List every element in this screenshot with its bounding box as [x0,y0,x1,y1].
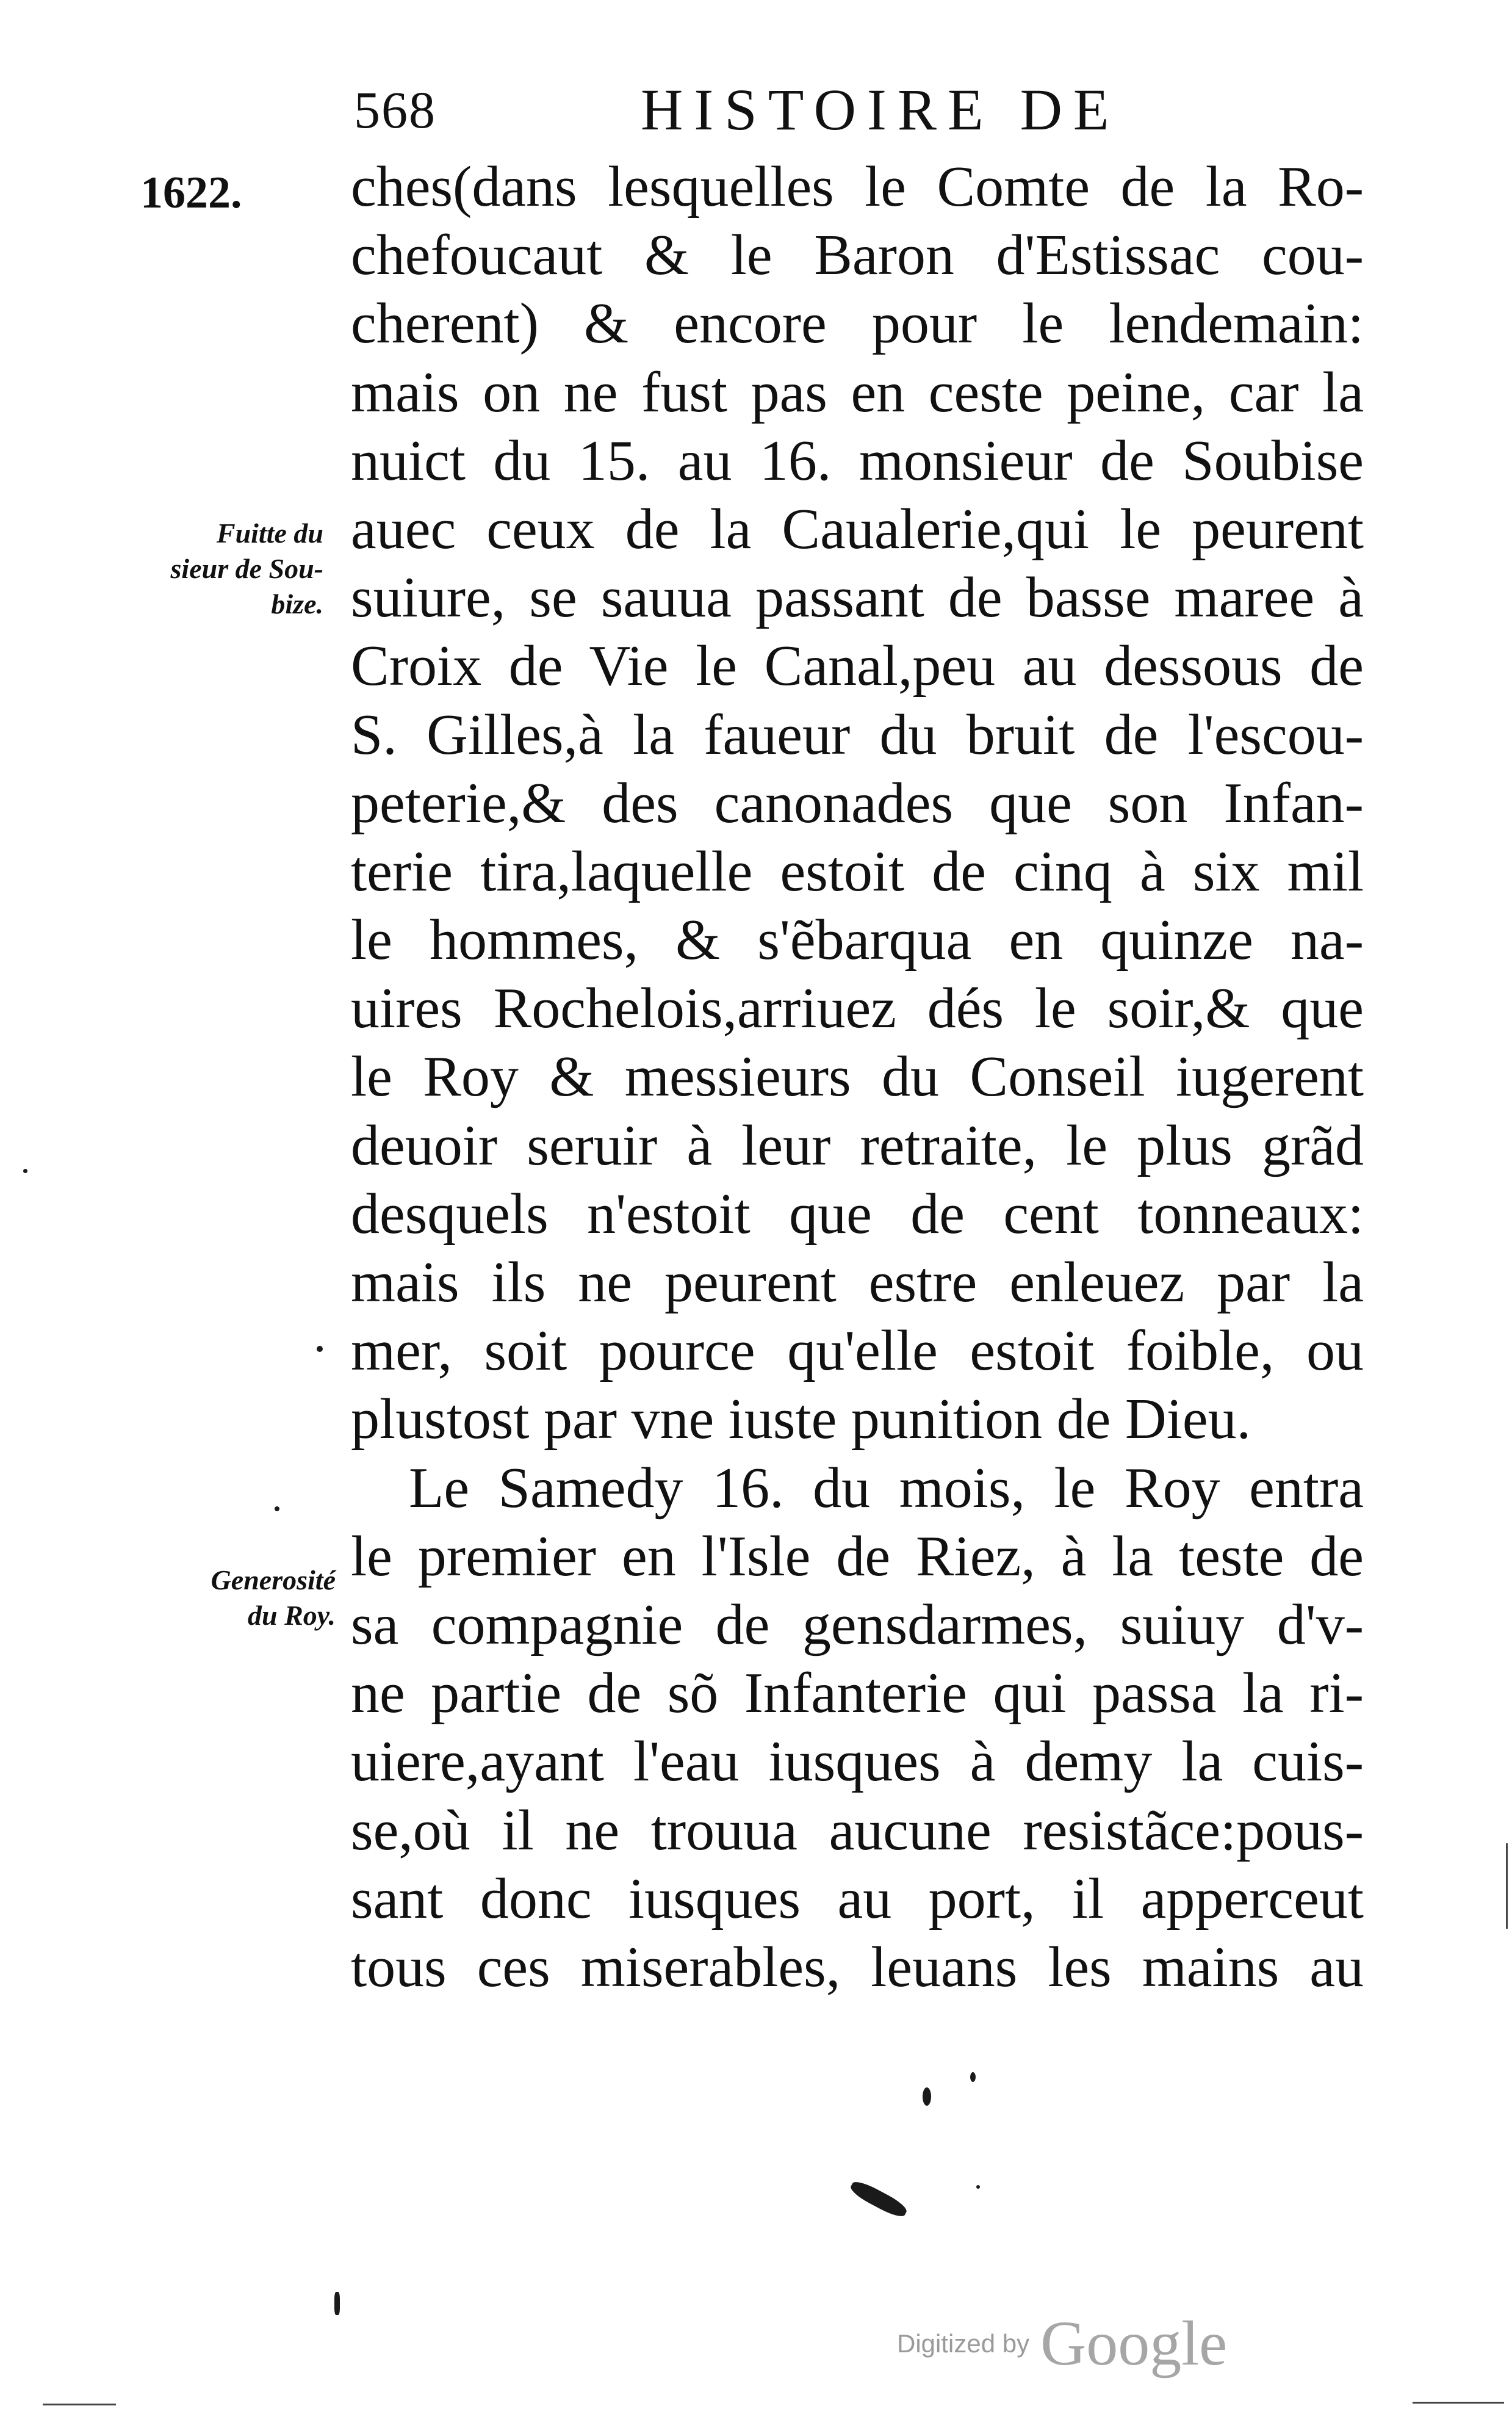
page-header [354,61,1367,153]
text-line: ches(dans lesquelles le Comte de la Ro- [351,155,1364,219]
scan-rule [1506,1843,1508,1929]
text-line: cherent) & encore pour le lendemain: [351,292,1364,356]
scan-speck [275,1506,279,1511]
text-line: mais on ne fust pas en ceste peine, car la [351,360,1364,424]
page-number: 568 [354,81,436,139]
digitized-by-label: Digitized by [897,2329,1030,2358]
text-line: desquels n'estoit que de cent tonneaux: [351,1182,1364,1246]
margin-note-fuitte [85,516,323,622]
scan-speck [848,2178,910,2220]
text-line: chefoucaut & le Baron d'Estissac cou- [351,223,1364,287]
text-line: uires Rochelois,arriuez dés le soir,& que [351,977,1364,1041]
text-line: le Roy & messieurs du Conseil iugerent [351,1045,1364,1109]
margin-note-line: bize. [271,588,323,620]
scan-speck [317,1346,323,1352]
margin-note-generosite [116,1563,336,1633]
text-line: sant donc iusques au port, il apperceut [351,1866,1364,1931]
text-line: deuoir seruir à leur retraite, le plus grãd [351,1113,1364,1177]
scan-speck [923,2087,931,2106]
year-marginal: 1622. [140,168,242,218]
margin-note-line: Fuitte du [216,518,323,549]
text-line: plustost par vne iuste punition de Dieu. [351,1387,1251,1451]
scan-rule [1413,2402,1504,2404]
text-line: se,où il ne trouua aucune resistãce:pous- [351,1798,1364,1862]
scan-speck [334,2292,340,2315]
text-line: le premier en l'Isle de Riez, à la teste de [351,1524,1364,1588]
margin-note-line: Generosité [211,1564,336,1595]
text-line: mais ils ne peurent estre enleuez par la [351,1251,1364,1314]
text-line: S. Gilles,à la faueur du bruit de l'escou- [351,703,1364,767]
text-line: suiure, se sauua passant de basse maree à [351,566,1364,630]
text-line: terie tira,laquelle estoit de cinq à six mil [351,839,1364,903]
text-line: tous ces miserables, leuans les mains au [351,1935,1364,1999]
text-line: nuict du 15. au 16. monsieur de Soubise [351,428,1364,493]
text-line: sa compagnie de gensdarmes, suiuy d'v- [351,1592,1364,1657]
text-line: auec ceux de la Caualerie,qui le peurent [351,497,1364,561]
scan-speck [976,2185,980,2189]
text-line: uiere,ayant l'eau iusques à demy la cuis- [351,1730,1364,1794]
margin-note-line: du Roy. [248,1600,336,1631]
scan-speck [970,2072,976,2082]
text-line: ne partie de sõ Infanterie qui passa la ri- [351,1661,1364,1725]
text-line: le hommes, & s'ẽbarqua en quinze na- [351,908,1364,972]
text-line: Croix de Vie le Canal,peu au dessous de [351,634,1364,698]
google-logo-text: Google [1040,2308,1228,2379]
text-line: mer, soit pource qu'elle estoit foible, ou [351,1319,1364,1383]
running-title: HISTOIRE DE [641,77,1120,142]
digitized-by-google-watermark [897,2307,1228,2379]
margin-note-line: sieur de Sou- [170,553,323,584]
body-text [351,153,1364,2001]
scan-rule [43,2404,116,2405]
text-line: Le Samedy 16. du mois, le Roy entra [409,1456,1364,1520]
scan-speck [23,1169,27,1173]
text-line: peterie,& des canonades que son Infan- [351,771,1364,835]
